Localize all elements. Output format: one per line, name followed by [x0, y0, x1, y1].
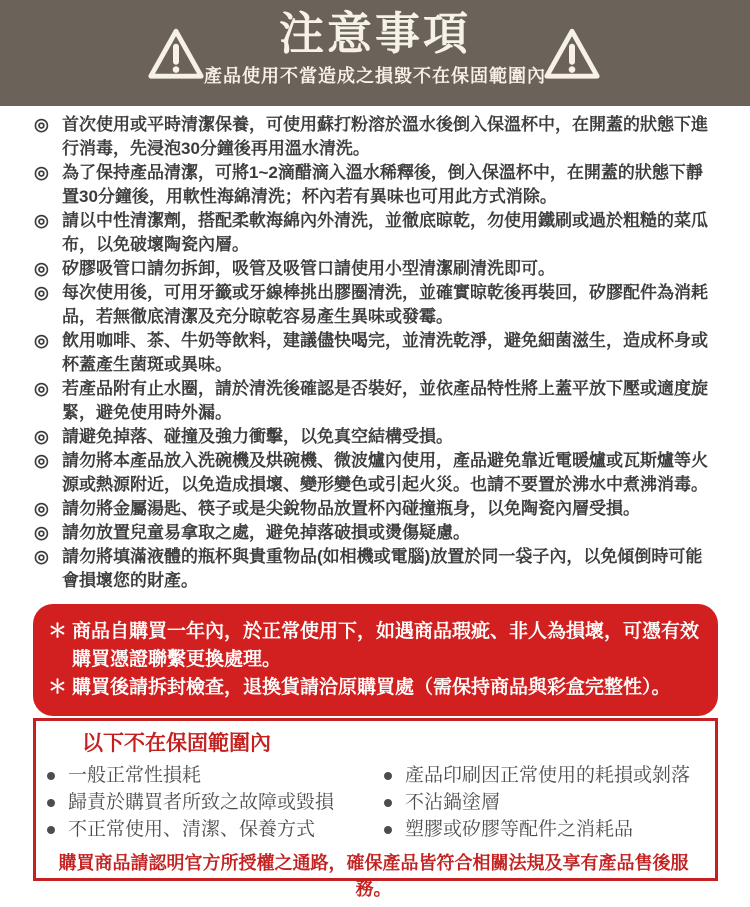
exclusion-text: 不沾鍋塗層 [405, 792, 501, 813]
page-subtitle: 產品使用不當造成之損毀不在保固範圍內 [204, 66, 546, 86]
note-text: 請避免掉落、碰撞及強力衝擊，以免真空結構受損。 [62, 427, 453, 446]
exclusion-item [47, 816, 384, 843]
warranty-banner [33, 604, 718, 716]
note-bullet: ◎ [34, 547, 49, 566]
notice-header [0, 0, 750, 106]
exclusion-item [384, 789, 703, 816]
exclusions-box [33, 718, 718, 899]
note-bullet: ◎ [34, 451, 49, 470]
warning-triangle-icon [542, 25, 602, 83]
exclusion-text: 產品印刷因正常使用的耗損或剝落 [405, 765, 691, 786]
note-text: 為了保持產品清潔，可將1~2滴醋滴入溫水稀釋後，倒入保溫杯中，在開蓋的狀態下靜置30分鐘後，用軟性海綿清洗；杯內若有異味也可用此方式消除。 [62, 163, 703, 206]
note-bullet: ◎ [34, 259, 49, 278]
exclusions-right-column [384, 762, 703, 843]
note-text: 矽膠吸管口請勿拆卸，吸管及吸管口請使用小型清潔刷清洗即可。 [62, 259, 555, 278]
exclusion-text: 一般正常性損耗 [68, 765, 202, 786]
note-item [34, 449, 714, 497]
note-item [34, 329, 714, 377]
note-item [34, 281, 714, 329]
warranty-text: 購買後請拆封檢查，退換貨請洽原購買處（需保持商品與彩盒完整性）。 [72, 677, 671, 698]
page-title: 注意事項 [278, 7, 471, 60]
exclusion-item [384, 816, 703, 843]
note-text: 請勿將填滿液體的瓶杯與貴重物品(如相機或電腦)放置於同一袋子內，以免傾倒時可能會損壞您的財產。 [62, 547, 703, 590]
note-text: 飲用咖啡、茶、牛奶等飲料，建議儘快喝完，並清洗乾淨，避免細菌滋生，造成杯身或杯蓋產生菌斑或異味。 [62, 331, 708, 374]
dot-bullet-icon [47, 799, 55, 807]
note-text: 每次使用後，可用牙籤或牙線棒挑出膠圈清洗，並確實晾乾後再裝回，矽膠配件為消耗品，若無徹底清潔及充分晾乾容易產生異味或發霉。 [62, 283, 708, 326]
note-item [34, 425, 714, 449]
exclusion-text: 不正常使用、清潔、保養方式 [68, 819, 316, 840]
note-item [34, 377, 714, 425]
note-item [34, 497, 714, 521]
warranty-item [48, 618, 700, 674]
note-bullet: ◎ [34, 379, 49, 398]
exclusions-columns [44, 762, 703, 843]
note-bullet: ◎ [34, 331, 49, 350]
warranty-text: 商品自購買一年內，於正常使用下，如遇商品瑕疵、非人為損壞，可憑有效購買憑證聯繫更換處理。 [72, 621, 700, 670]
authorized-channel-notice: 購買商品請認明官方所授權之通路，確保產品皆符合相關法規及享有產品售後服務。 [58, 853, 689, 899]
dot-bullet-icon [384, 799, 392, 807]
note-item [34, 161, 714, 209]
note-bullet: ◎ [34, 523, 49, 542]
note-text: 請勿放置兒童易拿取之處，避免掉落破損或燙傷疑慮。 [62, 523, 470, 542]
dot-bullet-icon [47, 826, 55, 834]
dot-bullet-icon [384, 826, 392, 834]
note-text: 請以中性清潔劑，搭配柔軟海綿內外清洗，並徹底晾乾，勿使用鐵刷或過於粗糙的菜瓜布，以免破壞陶瓷內層。 [62, 211, 708, 254]
asterisk-bullet: ＊ [48, 621, 68, 642]
note-bullet: ◎ [34, 283, 49, 302]
dot-bullet-icon [47, 772, 55, 780]
note-text: 首次使用或平時清潔保養，可使用蘇打粉溶於溫水後倒入保溫杯中，在開蓋的狀態下進行消毒，先浸泡30分鐘後再用溫水清洗。 [62, 115, 708, 158]
note-item [34, 113, 714, 161]
note-item [34, 209, 714, 257]
exclusion-text: 塑膠或矽膠等配件之消耗品 [405, 819, 634, 840]
asterisk-bullet: ＊ [48, 677, 68, 698]
note-item [34, 545, 714, 593]
note-bullet: ◎ [34, 427, 49, 446]
dot-bullet-icon [384, 772, 392, 780]
note-bullet: ◎ [34, 211, 49, 230]
note-bullet: ◎ [34, 163, 49, 182]
note-item [34, 521, 714, 545]
care-notes-list [0, 106, 750, 593]
note-text: 若產品附有止水圈，請於清洗後確認是否裝好，並依產品特性將上蓋平放下壓或適度旋緊，避免使用時外漏。 [62, 379, 708, 422]
exclusions-left-column [44, 762, 384, 843]
note-bullet: ◎ [34, 115, 49, 134]
exclusion-item [384, 762, 703, 789]
exclusion-text: 歸責於購買者所致之故障或毀損 [68, 792, 335, 813]
note-text: 請勿將本產品放入洗碗機及烘碗機、微波爐內使用，產品避免靠近電暖爐或瓦斯爐等火源或熱源附近，以免造成損壞、變形變色或引起火災。也請不要置於沸水中煮沸消毒。 [62, 451, 708, 494]
note-bullet: ◎ [34, 499, 49, 518]
exclusion-item [47, 789, 384, 816]
exclusion-item [47, 762, 384, 789]
exclusions-title: 以下不在保固範圍內 [82, 732, 271, 755]
note-item [34, 257, 714, 281]
warning-triangle-icon [146, 25, 206, 83]
note-text: 請勿將金屬湯匙、筷子或是尖銳物品放置杯內碰撞瓶身，以免陶瓷內層受損。 [62, 499, 640, 518]
warranty-item [48, 674, 700, 702]
